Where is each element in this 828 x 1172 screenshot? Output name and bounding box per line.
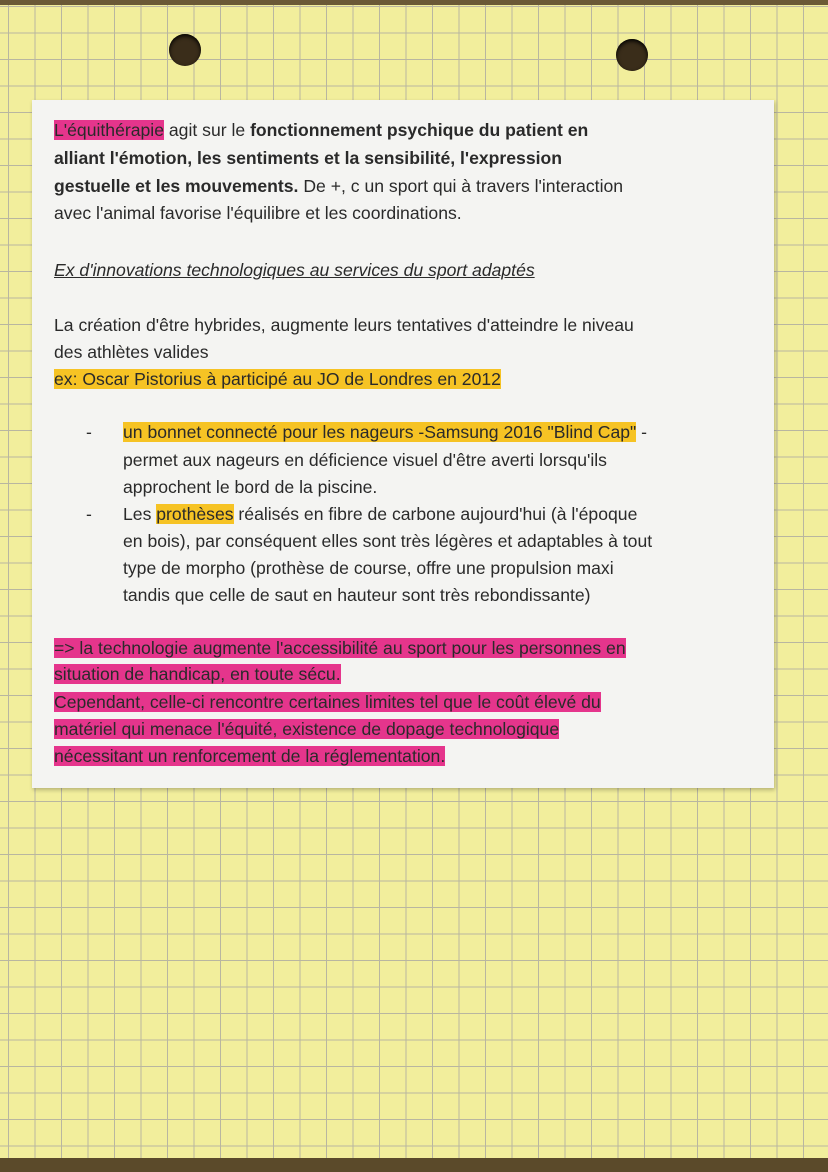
highlight-example: ex: Oscar Pistorius à participé au JO de Londres en 2012 [54, 369, 501, 389]
conclusion-line5 [54, 744, 445, 768]
text: réalisés en fibre de carbone aujourd'hui (à l'époque [233, 504, 638, 524]
punch-hole-right [616, 39, 648, 71]
bold-text: fonctionnement psychique du patient en [250, 120, 589, 140]
bullet1-line1 [123, 420, 647, 444]
highlight-conclusion: nécessitant un renforcement de la réglementation. [54, 746, 446, 766]
highlight-term: L'équithérapie [54, 120, 164, 140]
bullet1-line2: permet aux nageurs en déficience visuel d'être averti lorsqu'ils [123, 450, 607, 470]
highlight-blind-cap: un bonnet connecté pour les nageurs -Samsung 2016 "Blind Cap" [123, 422, 637, 442]
highlight-conclusion: Cependant, celle-ci rencontre certaines limites tel que le coût élevé du [54, 692, 601, 712]
highlight-conclusion: => la technologie augmente l'accessibilité au sport pour les personnes en [54, 638, 626, 658]
para1-line1 [54, 118, 588, 142]
punch-hole-left [169, 34, 201, 66]
highlight-conclusion: matériel qui menace l'équité, existence de dopage technologique [54, 719, 560, 739]
para2-line2: des athlètes valides [54, 342, 209, 362]
para1-line3 [54, 174, 623, 198]
text: De +, c un sport qui à travers l'interaction [298, 176, 624, 196]
conclusion-line4 [54, 717, 559, 741]
highlight-conclusion: situation de handicap, en toute sécu. [54, 664, 341, 684]
para1-line4: avec l'animal favorise l'équilibre et les coordinations. [54, 203, 462, 223]
bullet-dash: - [86, 504, 92, 524]
bullet1-line3: approchent le bord de la piscine. [123, 477, 378, 497]
highlight-protheses: prothèses [156, 504, 234, 524]
section-heading: Ex d'innovations technologiques au services du sport adaptés [54, 260, 535, 280]
bullet2-line1 [123, 502, 637, 526]
text: agit sur le [164, 120, 251, 140]
conclusion-line2 [54, 662, 341, 686]
conclusion-line3 [54, 690, 601, 714]
table-edge-bottom [0, 1158, 828, 1172]
para1-line2 [54, 146, 562, 170]
para2-line1: La création d'être hybrides, augmente leurs tentatives d'atteindre le niveau [54, 315, 634, 335]
bold-text: gestuelle et les mouvements. [54, 176, 299, 196]
bullet2-line4: tandis que celle de saut en hauteur sont très rebondissante) [123, 585, 591, 605]
text: - [636, 422, 648, 442]
text: Les [123, 504, 157, 524]
bullet-dash: - [86, 422, 92, 442]
bullet2-line3: type de morpho (prothèse de course, offre une propulsion maxi [123, 558, 614, 578]
conclusion-line1 [54, 636, 626, 660]
table-edge-top [0, 0, 828, 5]
printed-sheet [32, 100, 774, 788]
bullet2-line2: en bois), par conséquent elles sont très légères et adaptables à tout [123, 531, 653, 551]
bold-text: alliant l'émotion, les sentiments et la sensibilité, l'expression [54, 148, 562, 168]
para2-example [54, 367, 501, 391]
